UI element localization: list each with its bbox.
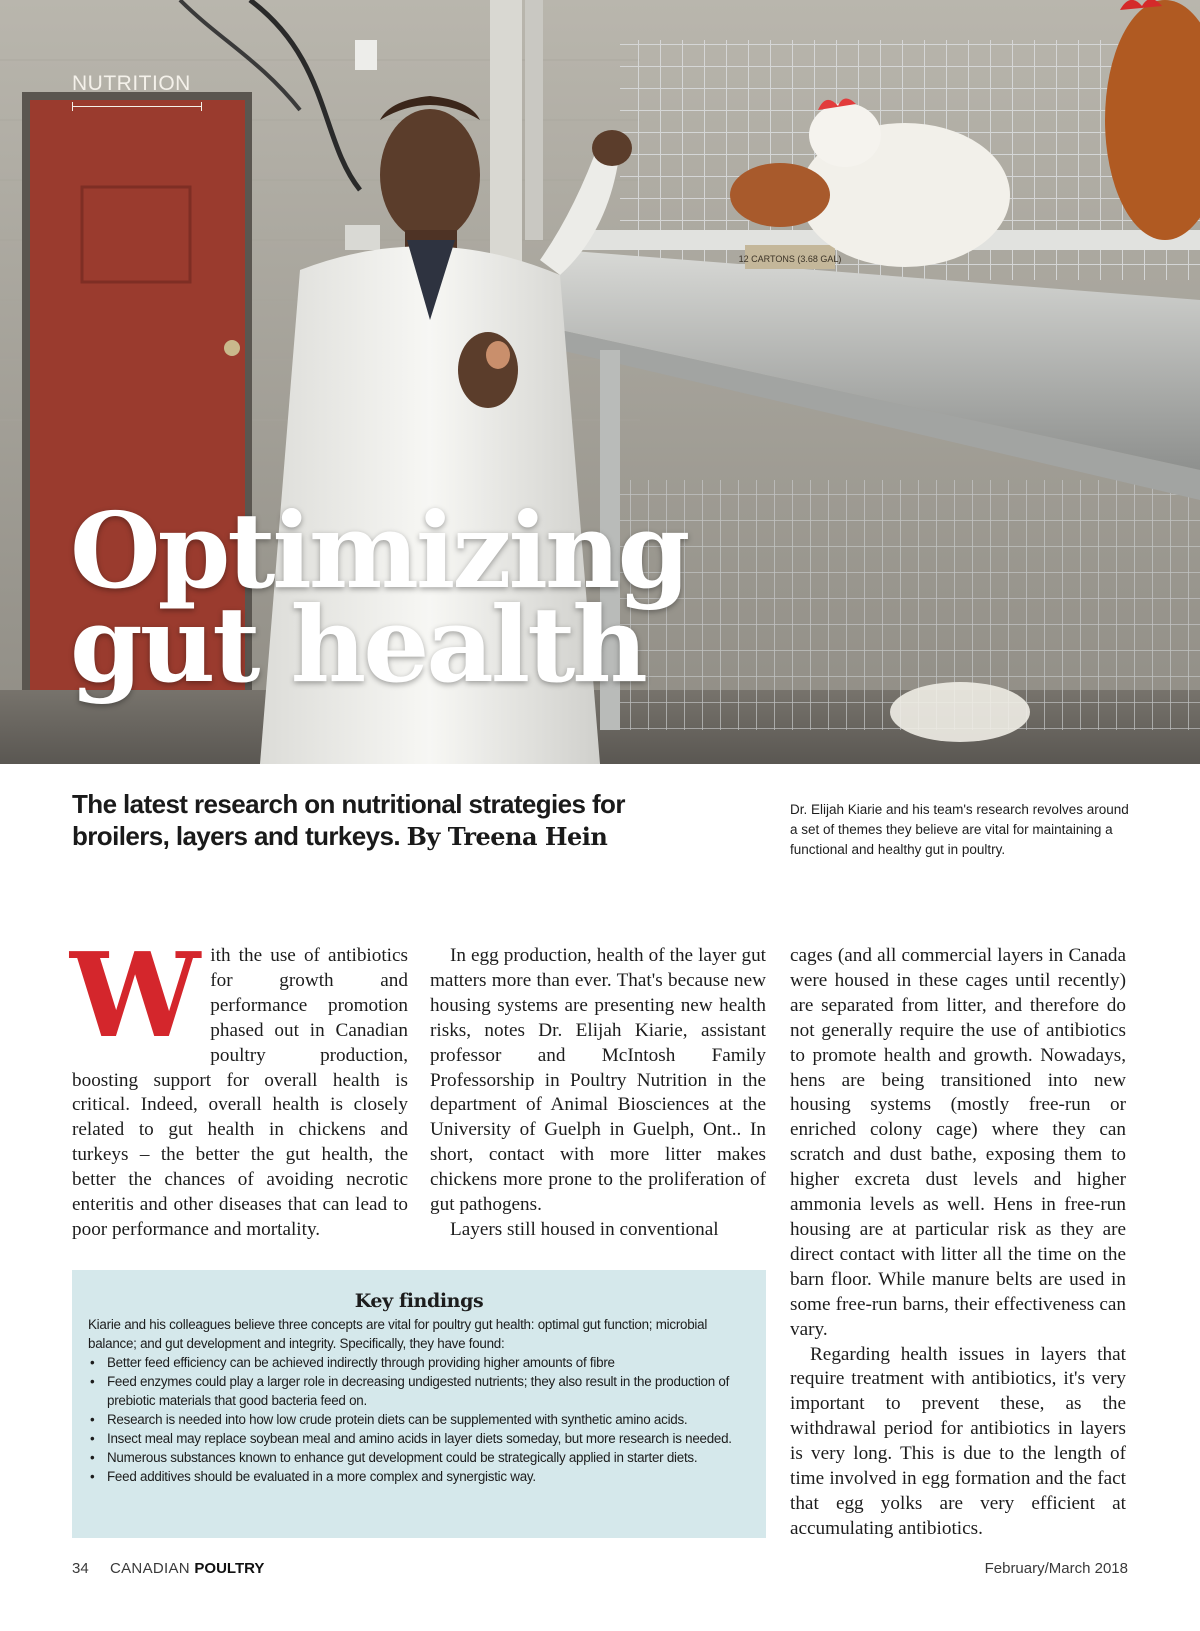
paragraph: Regarding health issues in layers that require treatment with antibiotics, it's very important to prevent these, as the withdrawal period for antibiotics in layers is very long. This is due to the length of time involved in egg formation and the fact that egg yolks are very efficient at accumulating antibiotics. [790, 1343, 1126, 1539]
list-item: • Insect meal may replace soybean meal and amino acids in layer diets someday, but more research is needed. [88, 1429, 750, 1448]
drop-cap: W [70, 928, 201, 1064]
issue-date: February/March 2018 [984, 1560, 1128, 1577]
paragraph: cages (and all commercial layers in Canada were housed in these cages until recently) are separated from litter, and therefore do not generally require the use of antibiotics to promote health and growth. Nowadays, hens are being transitioned into new housing systems (mostly free-run or enriched colony cage) where they can scratch and dust bathe, exposing them to higher excreta dust levels and higher ammonia levels as well. Hens in free-run housing are at particular risk as they are direct contact with litter all the time on the barn floor. While manure belts are used in some free-run barns, their effectiveness can vary. [790, 945, 1126, 1340]
key-findings-intro: Kiarie and his colleagues believe three concepts are vital for poultry gut health: optimal gut function; microbial balance; and gut development and integrity. Specifically, they have found: [88, 1317, 708, 1351]
magazine-name [110, 1560, 264, 1577]
key-findings-title: Key findings [354, 1290, 484, 1312]
headline-line-2: gut health [70, 583, 645, 706]
paragraph: Layers still housed in conventional [450, 1218, 719, 1240]
carton-label: 12 CARTONS (3.68 GAL) [738, 254, 842, 264]
photo-caption: Dr. Elijah Kiarie and his team's research revolves around a set of themes they believe are vital for maintaining a functional and healthy gut in poultry. [790, 802, 1129, 857]
magazine-prefix: CANADIAN [110, 1560, 190, 1577]
body-column-1 [70, 928, 408, 1243]
list-item: • Research is needed into how low crude protein diets can be supplemented with synthetic amino acids. [88, 1410, 750, 1429]
section-rule [72, 106, 202, 107]
article-deck [72, 788, 712, 853]
paragraph: ith the use of antibiotics for growth and performance promotion phased out in Canadian poultry production, boosting support for overall health is critical. Indeed, overall health is closely related to gut health in chickens and turkeys – the better the gut health, the better the chances of avoiding necrotic enteritis and other diseases that can lead to poor performance and mortality. [72, 945, 408, 1240]
list-item: • Feed enzymes could play a larger role in decreasing undigested nutrients; they also result in the production of prebiotic materials that good bacteria feed on. [88, 1372, 750, 1410]
magazine-title: POULTRY [194, 1560, 265, 1577]
list-item: • Feed additives should be evaluated in a more complex and synergistic way. [88, 1467, 750, 1486]
headline-line-1: Optimizing [70, 489, 688, 612]
list-item: • Numerous substances known to enhance gut development could be strategically applied in starter diets. [88, 1448, 750, 1467]
hero-photo [0, 0, 1200, 764]
page-number: 34 [72, 1560, 89, 1577]
paragraph: In egg production, health of the layer gut matters more than ever. That's because new housing systems are presenting new health risks, notes Dr. Elijah Kiarie, assistant professor and McIntosh Family Professorship in Poultry Nutrition in the department of Animal Biosciences at the University of Guelph in Guelph, Ont.. In short, contact with more litter makes chickens more prone to the proliferation of gut pathogens. [430, 945, 766, 1216]
byline: By Treena Hein [406, 822, 608, 851]
key-findings-list [88, 1353, 750, 1486]
list-item: • Better feed efficiency can be achieved indirectly through providing higher amounts of fibre [88, 1353, 750, 1372]
key-findings-box [72, 1270, 766, 1538]
body-column-2 [430, 944, 766, 1243]
section-label: NUTRITION [72, 72, 191, 95]
headline [70, 489, 830, 706]
deck-text: The latest research on nutritional strategies for broilers, layers and turkeys. [72, 789, 625, 851]
body-column-3 [790, 944, 1126, 1542]
